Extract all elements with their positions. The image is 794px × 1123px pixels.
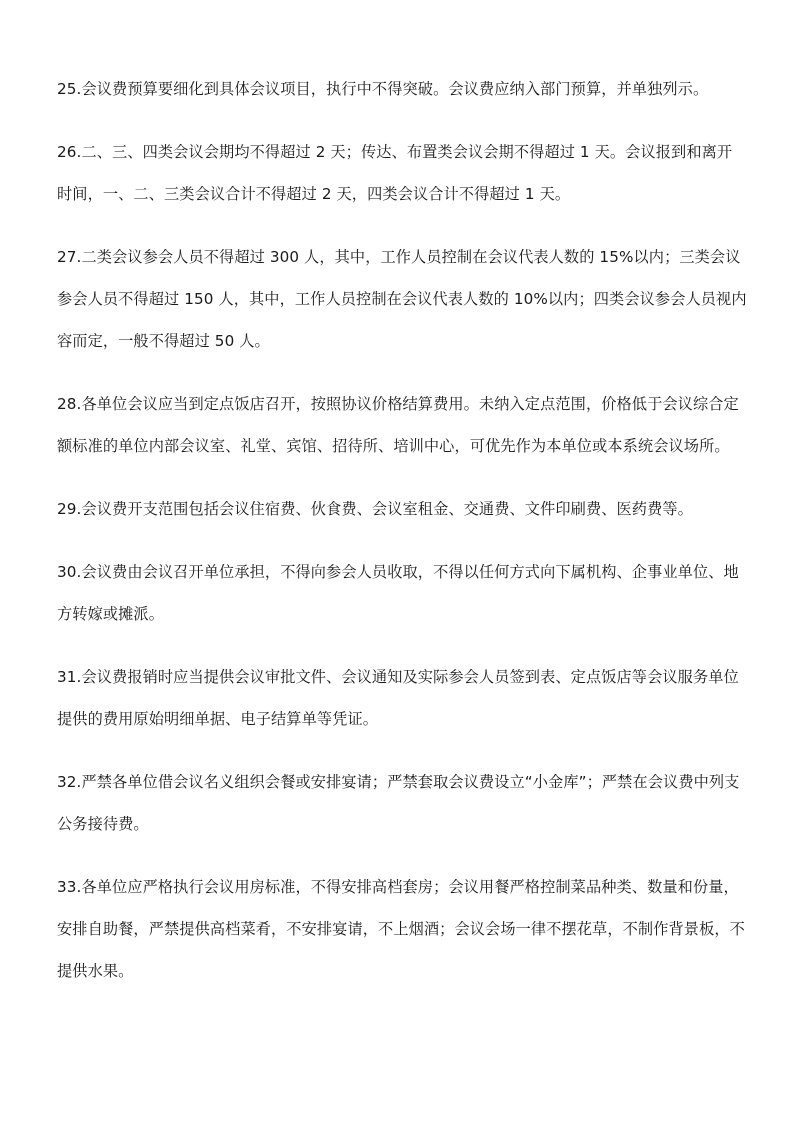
paragraph-33: 33.各单位应严格执行会议用房标准，不得安排高档套房；会议用餐严格控制菜品种类、数量和份量，安排自助餐，严禁提供高档菜肴，不安排宴请，不上烟酒；会议会场一律不摆花草，不制作背景板，不提供水果。 [57,878,745,980]
document-page [57,68,747,1013]
paragraph-32: 32.严禁各单位借会议名义组织会餐或安排宴请；严禁套取会议费设立“小金库”；严禁在会议费中列支公务接待费。 [57,773,740,833]
paragraph-25: 25.会议费预算要细化到具体会议项目，执行中不得突破。会议费应纳入部门预算，并单独列示。 [57,80,709,98]
paragraph-30: 30.会议费由会议召开单位承担，不得向参会人员收取，不得以任何方式向下属机构、企事业单位、地方转嫁或摊派。 [57,563,739,623]
paragraph-29: 29.会议费开支范围包括会议住宿费、伙食费、会议室租金、交通费、文件印刷费、医药费等。 [57,500,693,518]
paragraph-27: 27.二类会议参会人员不得超过 300 人，其中，工作人员控制在会议代表人数的 15%以内；三类会议参会人员不得超过 150 人，其中，工作人员控制在会议代表人数的 10%以内；四类会议参会人员视内容而定，一般不得超过 50 人。 [57,248,747,350]
paragraph-28: 28.各单位会议应当到定点饭店召开，按照协议价格结算费用。未纳入定点范围，价格低于会议综合定额标准的单位内部会议室、礼堂、宾馆、招待所、培训中心，可优先作为本单位或本系统会议场所。 [57,395,739,455]
paragraph-31: 31.会议费报销时应当提供会议审批文件、会议通知及实际参会人员签到表、定点饭店等会议服务单位提供的费用原始明细单据、电子结算单等凭证。 [57,668,739,728]
paragraph-26: 26.二、三、四类会议会期均不得超过 2 天；传达、布置类会议会期不得超过 1 天。会议报到和离开时间，一、二、三类会议合计不得超过 2 天，四类会议合计不得超过 1 天。 [57,143,733,203]
